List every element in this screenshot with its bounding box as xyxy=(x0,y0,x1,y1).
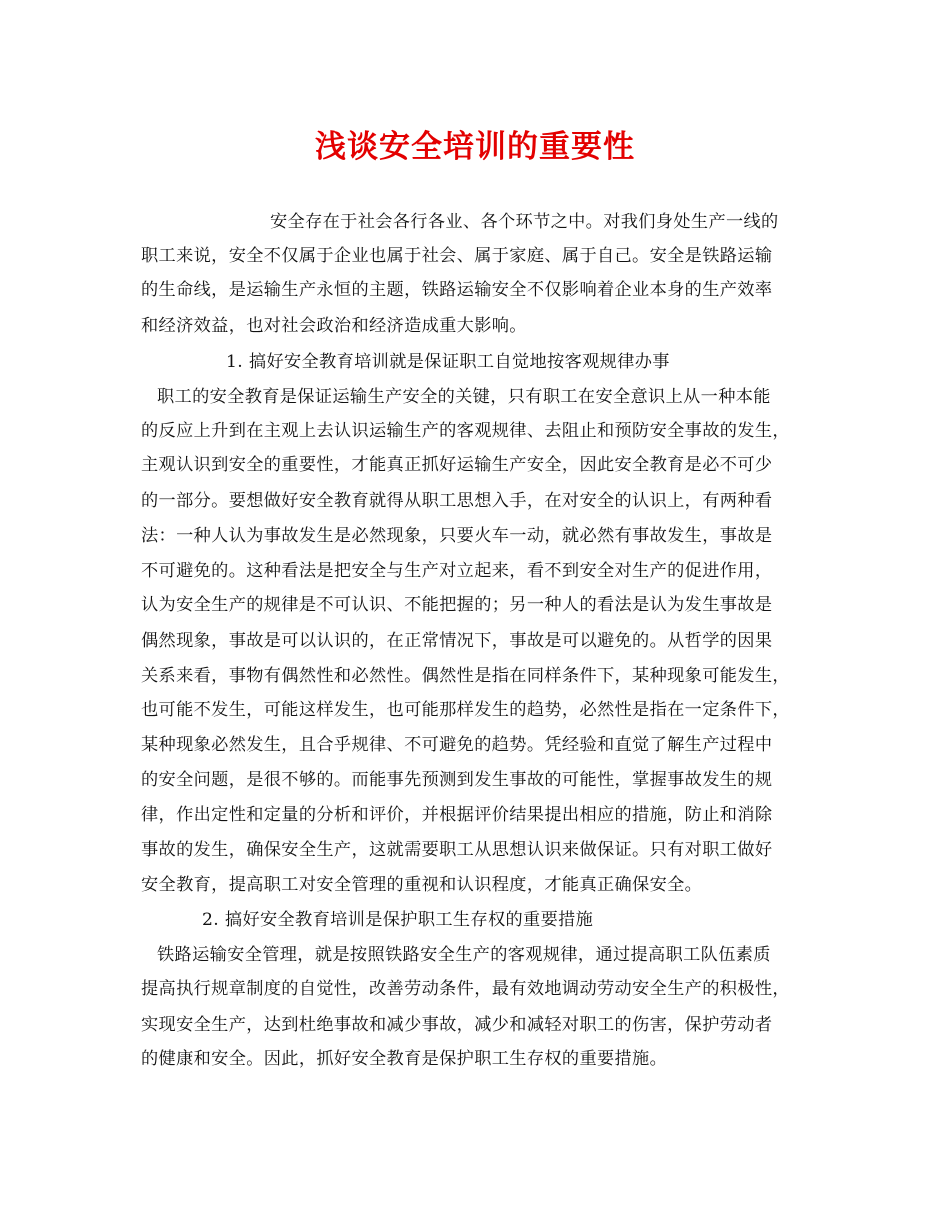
paragraph-line: 某种现象必然发生，且合乎规律、不可避免的趋势。凭经验和直觉了解生产过程中 xyxy=(141,735,773,755)
paragraph-line: 安全存在于社会各行各业、各个环节之中。对我们身处生产一线的 xyxy=(270,212,779,232)
section-heading: 2. 搞好安全教育培训是保护职工生存权的重要措施 xyxy=(202,910,594,930)
paragraph-line: 认为安全生产的规律是不可认识、不能把握的；另一种人的看法是认为发生事故是 xyxy=(141,595,773,615)
paragraph-line: 的生命线，是运输生产永恒的主题，铁路运输安全不仅影响着企业本身的生产效率 xyxy=(141,280,773,300)
paragraph-line: 铁路运输安全管理，就是按照铁路安全生产的客观规律，通过提高职工队伍素质 xyxy=(157,945,771,965)
paragraph-line: 的一部分。要想做好安全教育就得从职工思想入手，在对安全的认识上，有两种看 xyxy=(141,491,773,511)
paragraph-line: 不可避免的。这种看法是把安全与生产对立起来，看不到安全对生产的促进作用， xyxy=(141,561,773,581)
paragraph-line: 主观认识到安全的重要性，才能真正抓好运输生产安全，因此安全教育是必不可少 xyxy=(141,455,773,475)
paragraph-line: 律，作出定性和定量的分析和评价，并根据评价结果提出相应的措施，防止和消除 xyxy=(141,805,773,825)
paragraph-line: 和经济效益，也对社会政治和经济造成重大影响。 xyxy=(141,316,527,336)
paragraph-line: 职工的安全教育是保证运输生产安全的关键，只有职工在安全意识上从一种本能 xyxy=(157,387,771,407)
paragraph-line: 法：一种人认为事故发生是必然现象，只要火车一动，就必然有事故发生，事故是 xyxy=(141,526,773,546)
paragraph-line: 也可能不发生，可能这样发生，也可能那样发生的趋势，必然性是指在一定条件下， xyxy=(141,700,790,720)
paragraph-line: 职工来说，安全不仅属于企业也属于社会、属于家庭、属于自己。安全是铁路运输 xyxy=(141,246,773,266)
paragraph-line: 的健康和安全。因此，抓好安全教育是保护职工生存权的重要措施。 xyxy=(141,1049,668,1069)
paragraph-line: 提高执行规章制度的自觉性，改善劳动条件，最有效地调动劳动安全生产的积极性， xyxy=(141,979,790,999)
paragraph-line: 的安全问题，是很不够的。而能事先预测到发生事故的可能性，掌握事故发生的规 xyxy=(141,770,773,790)
paragraph-line: 事故的发生，确保安全生产，这就需要职工从思想认识来做保证。只有对职工做好 xyxy=(141,840,773,860)
section-heading: 1. 搞好安全教育培训就是保证职工自觉地按客观规律办事 xyxy=(226,352,670,372)
paragraph-line: 关系来看，事物有偶然性和必然性。偶然性是指在同样条件下，某种现象可能发生， xyxy=(141,666,790,686)
paragraph-line: 实现安全生产，达到杜绝事故和减少事故，减少和减轻对职工的伤害，保护劳动者 xyxy=(141,1015,773,1035)
paragraph-line: 的反应上升到在主观上去认识运输生产的客观规律、去阻止和预防安全事故的发生， xyxy=(141,421,790,441)
paragraph-line: 安全教育，提高职工对安全管理的重视和认识程度，才能真正确保安全。 xyxy=(141,875,703,895)
document-title: 浅谈安全培训的重要性 xyxy=(315,129,635,165)
paragraph-line: 偶然现象，事故是可以认识的，在正常情况下，事故是可以避免的。从哲学的因果 xyxy=(141,631,773,651)
